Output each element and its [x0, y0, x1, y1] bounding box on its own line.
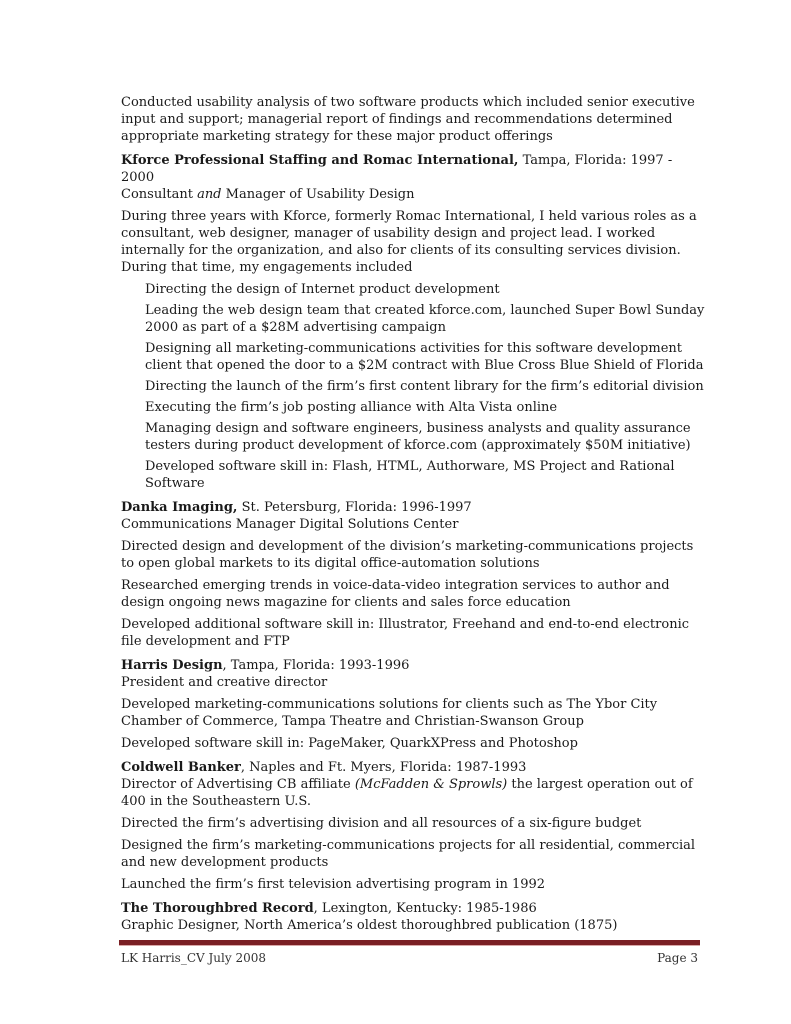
company-location: St. Petersburg, Florida: 1996-1997 — [237, 500, 472, 515]
company-name: Danka Imaging, — [121, 500, 238, 515]
list-item: Directing the design of Internet product development — [145, 282, 500, 297]
job-title: Graphic Designer, North America’s oldest thoroughbred publication (1875) — [121, 918, 618, 933]
company-name: Kforce Professional Staffing and Romac International, — [121, 153, 519, 168]
job-title-part: the largest operation out of 400 in the Southeastern U.S. — [121, 777, 693, 809]
entry-paragraph: Researched emerging trends in voice-data-video integration services to author and design ongoing news magazine for clients and sales force education — [121, 578, 670, 610]
page-number: Page 3 — [657, 951, 698, 965]
resume-content — [121, 94, 706, 939]
company-name: Harris Design — [121, 658, 223, 673]
entry-paragraph: Designed the firm’s marketing-communications projects for all residential, commercial and new development products — [121, 838, 696, 870]
list-item: Designing all marketing-communications activities for this software development client that opened the door to a $2M contract with Blue Cross Blue Shield of Florida — [145, 341, 704, 373]
list-item: Leading the web design team that created kforce.com, launched Super Bowl Sunday 2000 as part of a $28M advertising campaign — [145, 303, 705, 335]
entry-paragraph: Directed the firm’s advertising division and all resources of a six-figure budget — [121, 816, 642, 831]
entry-heading — [121, 499, 706, 516]
company-name: Coldwell Banker — [121, 760, 241, 775]
list-item: Executing the firm’s job posting alliance with Alta Vista online — [145, 400, 558, 415]
entry-paragraph: Developed additional software skill in: Illustrator, Freehand and end-to-end electronic file development and FTP — [121, 617, 690, 649]
list-item: Directing the launch of the firm’s first content library for the firm’s editorial division — [145, 379, 704, 394]
list-item: Developed software skill in: Flash, HTML, Authorware, MS Project and Rational Software — [145, 459, 675, 491]
job-title: Communications Manager Digital Solutions Center — [121, 517, 459, 532]
entry-heading — [121, 657, 706, 674]
entry-kforce — [121, 152, 706, 492]
job-title-emphasis: (McFadden & Sprowls) — [354, 777, 508, 792]
job-title — [121, 186, 706, 203]
job-title-emphasis: and — [197, 187, 222, 202]
company-location: , Tampa, Florida: 1993-1996 — [222, 658, 410, 673]
page-footer — [121, 951, 698, 965]
footer-document-label: LK Harris_CV July 2008 — [121, 951, 267, 965]
company-location: Tampa, Florida: 1997 - 2000 — [121, 153, 673, 185]
job-title — [121, 776, 706, 810]
entry-paragraph: Directed design and development of the division’s marketing-communications projects to open global markets to its digital office-automation solutions — [121, 539, 694, 571]
entry-coldwell-banker — [121, 759, 706, 893]
entry-heading — [121, 152, 706, 186]
job-title-part: Director of Advertising CB affiliate — [121, 777, 355, 792]
entry-heading — [121, 759, 706, 776]
entry-harris-design — [121, 657, 706, 752]
entry-thoroughbred-record — [121, 900, 706, 934]
footer-divider — [119, 940, 700, 946]
entry-paragraph: Developed software skill in: PageMaker, QuarkXPress and Photoshop — [121, 736, 578, 751]
entry-paragraph: Launched the firm’s first television advertising program in 1992 — [121, 877, 546, 892]
company-name: The Thoroughbred Record — [121, 901, 314, 916]
job-title: President and creative director — [121, 675, 328, 690]
company-location: , Lexington, Kentucky: 1985-1986 — [313, 901, 537, 916]
company-location: , Naples and Ft. Myers, Florida: 1987-1993 — [240, 760, 527, 775]
entry-danka — [121, 499, 706, 650]
entry-heading — [121, 900, 706, 917]
intro-paragraph: Conducted usability analysis of two software products which included senior executive input and support; managerial report of findings and recommendations determined appropriate marketing strategy for these major product offerings — [121, 95, 695, 144]
entry-paragraph: Developed marketing-communications solutions for clients such as The Ybor City Chamber of Commerce, Tampa Theatre and Christian-Swanson Group — [121, 697, 658, 729]
job-title-part: Manager of Usability Design — [221, 187, 415, 202]
entry-summary: During three years with Kforce, formerly Romac International, I held various roles as a consultant, web designer, manager of usability design and project lead. I worked internally for the organization, and also for clients of its consulting services division. During that time, my engagements included — [121, 209, 697, 275]
list-item: Managing design and software engineers, business analysts and quality assurance testers during product development of kforce.com (approximately $50M initiative) — [145, 421, 691, 453]
job-title-part: Consultant — [121, 187, 198, 202]
